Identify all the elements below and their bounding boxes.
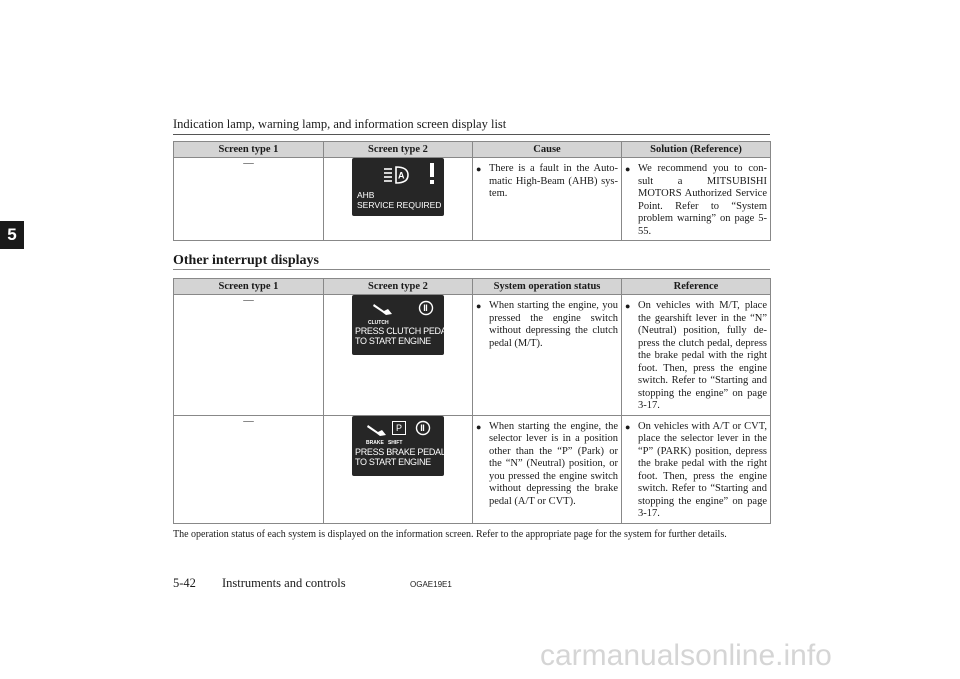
column-header: Cause xyxy=(473,142,622,158)
header-rule xyxy=(173,134,770,135)
column-header: Screen type 2 xyxy=(324,279,473,295)
screen-type2-cell xyxy=(324,415,473,523)
foot-pedal-icon xyxy=(372,300,394,316)
screen-text: PRESS BRAKE PEDAL xyxy=(355,446,446,457)
watermark: carmanualsonline.info xyxy=(540,639,832,672)
screen-type1-cell: — xyxy=(174,158,324,241)
page-number: 5-42 xyxy=(173,576,196,590)
screen-caption: BRAKE SHIFT xyxy=(366,439,403,446)
footnote: The operation status of each system is displayed on the information screen. Refer to the appropriate page for the system for further details. xyxy=(173,529,727,540)
table-row xyxy=(174,158,771,241)
section-title: Other interrupt displays xyxy=(173,253,319,268)
bullet-icon: ● xyxy=(476,301,482,311)
status-text: When starting the engine, you pressed the engine switch without depressing the clutch pedal (M/T). xyxy=(489,300,618,349)
bullet-icon: ● xyxy=(476,421,482,432)
brake-screen-image xyxy=(352,416,444,476)
solution-cell xyxy=(622,158,771,241)
column-header: System operation status xyxy=(473,279,622,295)
screen-type2-cell xyxy=(324,295,473,416)
chapter-tab: 5 xyxy=(0,221,24,249)
screen-text: PRESS CLUTCH PEDAL xyxy=(355,326,452,336)
screen-text: AHB xyxy=(357,190,375,200)
reference-cell xyxy=(622,295,771,416)
status-cell xyxy=(473,415,622,523)
document-code: OGAE19E1 xyxy=(410,580,452,589)
exclamation-icon xyxy=(428,163,436,185)
bullet-icon: ● xyxy=(625,421,631,432)
screen-text: SERVICE REQUIRED xyxy=(357,200,442,210)
screen-text: TO START ENGINE xyxy=(355,456,431,467)
auto-high-beam-icon xyxy=(382,163,422,187)
table-header-row xyxy=(174,279,771,295)
cause-cell xyxy=(473,158,622,241)
column-header: Screen type 2 xyxy=(324,142,473,158)
column-header: Solution (Reference) xyxy=(622,142,771,158)
column-header: Screen type 1 xyxy=(174,279,324,295)
screen-type1-cell: — xyxy=(174,415,324,523)
interrupt-table xyxy=(173,278,771,524)
section-rule xyxy=(173,269,770,270)
solution-text: We recommend you to con-sult a MITSUBISHI MOTORS Authorized Service Point. Refer to “System problem warning” on page 5-55. xyxy=(638,163,767,237)
ahb-screen-image xyxy=(352,158,444,216)
column-header: Screen type 1 xyxy=(174,142,324,158)
svg-text:A: A xyxy=(398,170,405,181)
reference-cell xyxy=(622,415,771,523)
status-text: When starting the engine, the selector lever is in a position other than the “P” (Park) or the “N” (Neutral) position, or you pressed the engine switch without depressing the brake pedal (A/T or CVT). xyxy=(489,420,618,507)
clutch-screen-image xyxy=(352,295,452,355)
fault-table xyxy=(173,141,771,241)
running-header: Indication lamp, warning lamp, and information screen display list xyxy=(173,117,507,131)
bullet-icon: ● xyxy=(625,164,631,174)
bullet-icon: ● xyxy=(625,301,631,311)
column-header: Reference xyxy=(622,279,771,295)
screen-type1-cell: — xyxy=(174,295,324,416)
foot-pedal-icon xyxy=(366,421,388,437)
reference-text: On vehicles with M/T, place the gearshift lever in the “N” (Neutral) position, fully de-press the clutch pedal, depress the brake pedal with the right foot. Then, press the engine switch. Refer to “Starting and stopping the engine” on page 3-17. xyxy=(638,300,767,411)
screen-type2-cell xyxy=(324,158,473,241)
table-row xyxy=(174,415,771,523)
status-cell xyxy=(473,295,622,416)
screen-text: TO START ENGINE xyxy=(355,336,431,346)
table-row xyxy=(174,295,771,416)
cause-text: There is a fault in the Auto-matic High-Beam (AHB) sys-tem. xyxy=(489,163,618,199)
bullet-icon: ● xyxy=(476,164,482,174)
screen-caption: CLUTCH xyxy=(368,320,389,326)
footer-section: Instruments and controls xyxy=(222,576,346,590)
reference-text: On vehicles with A/T or CVT, place the selector lever in the “P” (PARK) position, depress the brake pedal with the right foot. Then, press the engine switch. Refer to “Starting and stopping the engine” on page 3-17. xyxy=(638,420,767,519)
engine-start-icon xyxy=(415,420,431,436)
shift-p-icon: P xyxy=(392,421,406,435)
table-header-row xyxy=(174,142,771,158)
engine-start-icon xyxy=(418,300,434,316)
